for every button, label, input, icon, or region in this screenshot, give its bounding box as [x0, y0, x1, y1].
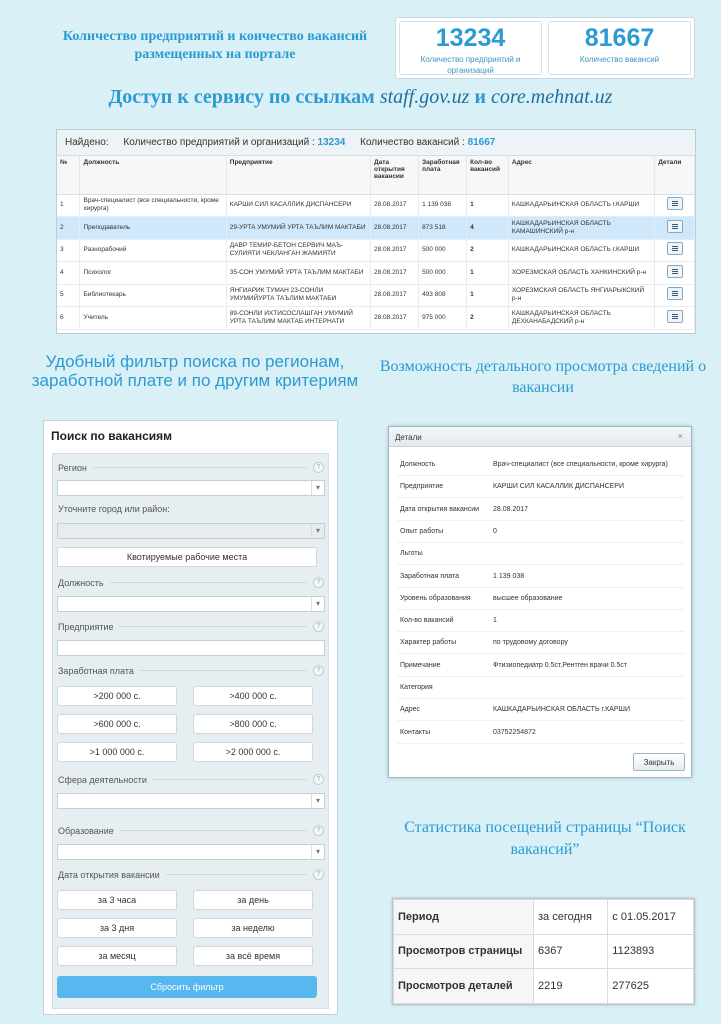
table-row[interactable]	[57, 194, 695, 217]
table-cell: 28.08.2017	[371, 194, 419, 217]
page-heading: Количество предприятий и коичество вакансий размещенных на портале	[62, 29, 368, 62]
stats-cell: с 01.05.2017	[608, 900, 694, 935]
detail-value: 1 139 038	[493, 572, 525, 580]
stats-cell: Период	[394, 900, 534, 935]
detail-key: Дата открытия вакансии	[400, 505, 480, 513]
vacancy-table	[57, 156, 695, 330]
table-cell: 1	[57, 194, 80, 217]
detail-row	[397, 454, 685, 476]
help-icon[interactable]: ?	[313, 869, 324, 880]
visit-stats-panel	[392, 898, 695, 1005]
details-list-icon[interactable]	[667, 242, 683, 255]
table-cell: 493 808	[419, 284, 467, 307]
help-icon[interactable]: ?	[313, 825, 324, 836]
column-header: Детали	[655, 156, 695, 194]
salary-option[interactable]: >1 000 000 с.	[57, 742, 177, 762]
detail-key: Кол-во вакансий	[400, 617, 454, 625]
salary-option[interactable]: >200 000 с.	[57, 686, 177, 706]
vacancy-table-panel	[56, 129, 696, 334]
date-option[interactable]: за 3 часа	[57, 890, 177, 910]
access-line	[0, 86, 721, 109]
reset-filter-button[interactable]: Сбросить фильтр	[57, 976, 317, 998]
detail-value: 1	[493, 617, 497, 625]
table-cell: 5	[57, 284, 80, 307]
table-cell: 500 000	[419, 262, 467, 285]
table-cell: 28.08.2017	[371, 239, 419, 262]
table-row[interactable]	[57, 239, 695, 262]
detail-value: 28.08.2017	[493, 505, 529, 513]
table-cell: 6	[57, 307, 80, 330]
sphere-label: Сфера деятельности ?	[58, 774, 324, 785]
details-list-icon[interactable]	[667, 220, 683, 233]
found-bar	[57, 130, 695, 156]
table-cell: 28.08.2017	[371, 284, 419, 307]
table-cell: 1	[467, 262, 509, 285]
details-list-icon[interactable]	[667, 310, 683, 323]
column-header: Должность	[80, 156, 226, 194]
table-cell: 4	[467, 217, 509, 240]
detail-key: Льготы	[400, 550, 423, 558]
column-header: №	[57, 156, 80, 194]
column-header: Адрес	[508, 156, 654, 194]
table-cell: 4	[57, 262, 80, 285]
details-cell	[655, 307, 695, 330]
city-label: Уточните город или район:	[58, 504, 170, 514]
table-row[interactable]	[57, 284, 695, 307]
dialog-title: Детали	[395, 433, 422, 442]
detail-key: Адрес	[400, 706, 421, 714]
table-cell: КАШКАДАРЬИНСКАЯ ОБЛАСТЬ КАМАШИНСКИЙ р-н	[508, 217, 654, 240]
detail-key: Характер работы	[400, 639, 457, 647]
date-option[interactable]: за месяц	[57, 946, 177, 966]
table-cell: 2	[467, 239, 509, 262]
detail-row	[397, 610, 685, 632]
detail-key: Контакты	[400, 728, 431, 736]
column-header: Дата открытия вакансии	[371, 156, 419, 194]
detail-value: Врач-специалист (все специальности, кроме хирурга)	[493, 461, 668, 468]
filter-title: Поиск по вакансиям	[51, 429, 173, 443]
detail-key: Категория	[400, 684, 433, 691]
detail-row	[397, 543, 685, 565]
details-cell	[655, 262, 695, 285]
help-icon[interactable]: ?	[313, 577, 324, 588]
link-staff[interactable]: staff.gov.uz	[379, 86, 470, 108]
detail-value: Фтизиопедиатр 0.5ст,Рентген врачи 0.5ст	[493, 661, 628, 669]
details-list-icon[interactable]	[667, 287, 683, 300]
table-cell: 29-УРТА УМУМИЙ УРТА ТАЪЛИМ МАКТАБИ	[226, 217, 370, 240]
company-label: Предприятие ?	[58, 621, 324, 632]
detail-row	[397, 476, 685, 498]
table-cell: ХОРЕЗМСКАЯ ОБЛАСТЬ ЯНГИАРЫКСКИЙ р-н	[508, 284, 654, 307]
stats-row	[394, 900, 694, 935]
table-cell: Психолог	[80, 262, 226, 285]
sphere-select[interactable]	[57, 793, 325, 809]
help-icon[interactable]: ?	[313, 774, 324, 785]
stats-row	[394, 934, 694, 969]
detail-row	[397, 588, 685, 610]
table-cell: 2	[467, 307, 509, 330]
company-input[interactable]	[57, 640, 325, 656]
table-cell: 1	[467, 194, 509, 217]
details-cell	[655, 284, 695, 307]
detail-key: Заработная плата	[400, 572, 459, 580]
date-option[interactable]: за неделю	[193, 918, 313, 938]
filter-panel	[43, 420, 338, 1015]
table-cell: 28.08.2017	[371, 262, 419, 285]
stat-label: Количество вакансий	[579, 55, 660, 64]
stat-label: Количество предприятий и организаций	[420, 55, 521, 75]
table-cell: Врач-специалист (все специальности, кроме хирурга)	[80, 194, 226, 217]
detail-value: 03752254872	[493, 728, 536, 736]
stat-value: 81667	[584, 24, 655, 52]
detail-key: Опыт работы	[400, 527, 444, 535]
table-cell: 89-СОНЛИ ИХТИСОСЛАШГАН УМУМИЙ УРТА ТАЪЛИМ МАКТАБ ИНТЕРНАТИ	[226, 307, 370, 330]
stats-cell: Просмотров страницы	[394, 934, 534, 969]
stats-cell: 2219	[534, 969, 608, 1004]
stats-cell: 277625	[608, 969, 694, 1004]
column-header: Кол-во вакансий	[467, 156, 509, 194]
table-row[interactable]	[57, 307, 695, 330]
detail-value: КАРШИ СИЛ КАСАЛЛИК ДИСПАНСЕРИ	[493, 483, 624, 491]
table-cell: 975 000	[419, 307, 467, 330]
position-select[interactable]	[57, 596, 325, 612]
details-list-icon[interactable]	[667, 265, 683, 278]
table-cell: Разнорабочий	[80, 239, 226, 262]
table-cell: 873 518	[419, 217, 467, 240]
table-cell: КАШКАДАРЬИНСКАЯ ОБЛАСТЬ г.КАРШИ	[508, 239, 654, 262]
table-cell: 1	[467, 284, 509, 307]
stats-cell: Просмотров деталей	[394, 969, 534, 1004]
date-label: Дата открытия вакансии ?	[58, 869, 324, 880]
table-cell: 28.08.2017	[371, 217, 419, 240]
details-cell	[655, 194, 695, 217]
orgs-value: 13234	[317, 137, 346, 148]
filter-caption: Удобный фильтр поиска по регионам, заработной плате и по другим критериям	[31, 352, 359, 390]
details-dialog	[388, 426, 692, 778]
region-label: Регион ?	[58, 462, 324, 473]
quota-button[interactable]: Квотируемые рабочие места	[57, 547, 317, 567]
detail-value: КАШКАДАРЬИНСКАЯ ОБЛАСТЬ г.КАРШИ	[493, 706, 630, 714]
table-cell: 3	[57, 239, 80, 262]
detail-key: Должность	[400, 461, 436, 468]
salary-label: Заработная плата ?	[58, 665, 324, 676]
details-cell	[655, 217, 695, 240]
detail-row	[397, 722, 685, 744]
detail-row	[397, 521, 685, 543]
table-cell: Учитель	[80, 307, 226, 330]
detail-value: 0	[493, 527, 497, 535]
date-option[interactable]: за всё время	[193, 946, 313, 966]
column-header: Заработная плата	[419, 156, 467, 194]
table-cell: Преподаватель	[80, 217, 226, 240]
city-select[interactable]	[57, 523, 325, 539]
table-cell: ЯНГИАРИК ТУМАН 23-СОНЛИ УМУМИЙУРТА ТАЪЛИМ МАКТАБИ	[226, 284, 370, 307]
education-select[interactable]	[57, 844, 325, 860]
detail-key: Уровень образования	[400, 594, 471, 602]
table-cell: КАШКАДАРЬИНСКАЯ ОБЛАСТЬ ДЕХКАНАБАДСКИЙ р-н	[508, 307, 654, 330]
link-core[interactable]: core.mehnat.uz	[490, 86, 613, 108]
table-cell: 1 139 038	[419, 194, 467, 217]
table-cell: ДАВР ТЕМИР-БЕТОН СЕРВИЧ МАЪ-СУЛИЯТИ ЧЕКЛАНГАН ЖАМИЯТИ	[226, 239, 370, 262]
detail-row	[397, 566, 685, 588]
table-row[interactable]	[57, 262, 695, 285]
vac-value: 81667	[467, 137, 496, 148]
stat-vacancies	[548, 21, 691, 75]
stats-cell: 6367	[534, 934, 608, 969]
detail-row	[397, 499, 685, 521]
table-cell: 35-СОН УМУМИЙ УРТА ТАЪЛИМ МАКТАБИ	[226, 262, 370, 285]
detail-row	[397, 655, 685, 677]
table-cell: 28.08.2017	[371, 307, 419, 330]
table-cell: 2	[57, 217, 80, 240]
detail-key: Примечание	[400, 661, 441, 669]
details-list-icon[interactable]	[667, 197, 683, 210]
visit-stats-table	[393, 899, 694, 1004]
region-select[interactable]	[57, 480, 325, 496]
help-icon[interactable]: ?	[313, 621, 324, 632]
column-header: Предприятие	[226, 156, 370, 194]
access-prefix: Доступ к сервису по ссылкам	[108, 86, 375, 108]
detail-key: Предприятие	[400, 483, 444, 491]
access-and: и	[474, 86, 486, 108]
stats-row	[394, 969, 694, 1004]
date-option[interactable]: за 3 дня	[57, 918, 177, 938]
stat-organizations	[399, 21, 542, 75]
stats-cell: за сегодня	[534, 900, 608, 935]
salary-option[interactable]: >2 000 000 с.	[193, 742, 313, 762]
date-option[interactable]: за день	[193, 890, 313, 910]
detail-row	[397, 677, 685, 699]
detail-value: по трудовому договору	[493, 639, 568, 647]
education-label: Образование ?	[58, 825, 324, 836]
details-cell	[655, 239, 695, 262]
stats-caption: Статистика посещений страницы “Поиск вакансий”	[404, 819, 686, 858]
found-label: Найдено:	[65, 137, 109, 148]
salary-option[interactable]: >800 000 с.	[193, 714, 313, 734]
table-cell: КАШКАДАРЬИНСКАЯ ОБЛАСТЬ г.КАРШИ	[508, 194, 654, 217]
details-caption: Возможность детального просмотра сведений о вакансии	[379, 358, 707, 396]
table-cell: ХОРЕЗМСКАЯ ОБЛАСТЬ ХАНКИНСКИЙ р-н	[508, 262, 654, 285]
position-label: Должность ?	[58, 577, 324, 588]
table-cell: КАРШИ СИЛ КАСАЛЛИК ДИСПАНСЕРИ	[226, 194, 370, 217]
detail-value: высшее образование	[493, 594, 563, 602]
help-icon[interactable]: ?	[313, 665, 324, 676]
table-cell: 500 000	[419, 239, 467, 262]
orgs-label: Количество предприятий и организаций :	[123, 137, 315, 148]
detail-row	[397, 632, 685, 654]
salary-option[interactable]: >400 000 с.	[193, 686, 313, 706]
detail-row	[397, 699, 685, 721]
vac-label: Количество вакансий :	[360, 137, 465, 148]
filter-body	[52, 453, 329, 1009]
stats-cell: 1123893	[608, 934, 694, 969]
salary-option[interactable]: >600 000 с.	[57, 714, 177, 734]
dialog-titlebar	[389, 427, 691, 447]
stats-panel	[395, 17, 695, 79]
help-icon[interactable]: ?	[313, 462, 324, 473]
table-cell: Библиотекарь	[80, 284, 226, 307]
table-row[interactable]	[57, 217, 695, 240]
close-icon[interactable]: ×	[677, 431, 683, 441]
close-button[interactable]: Закрыть	[633, 753, 685, 771]
stat-value: 13234	[435, 24, 506, 52]
